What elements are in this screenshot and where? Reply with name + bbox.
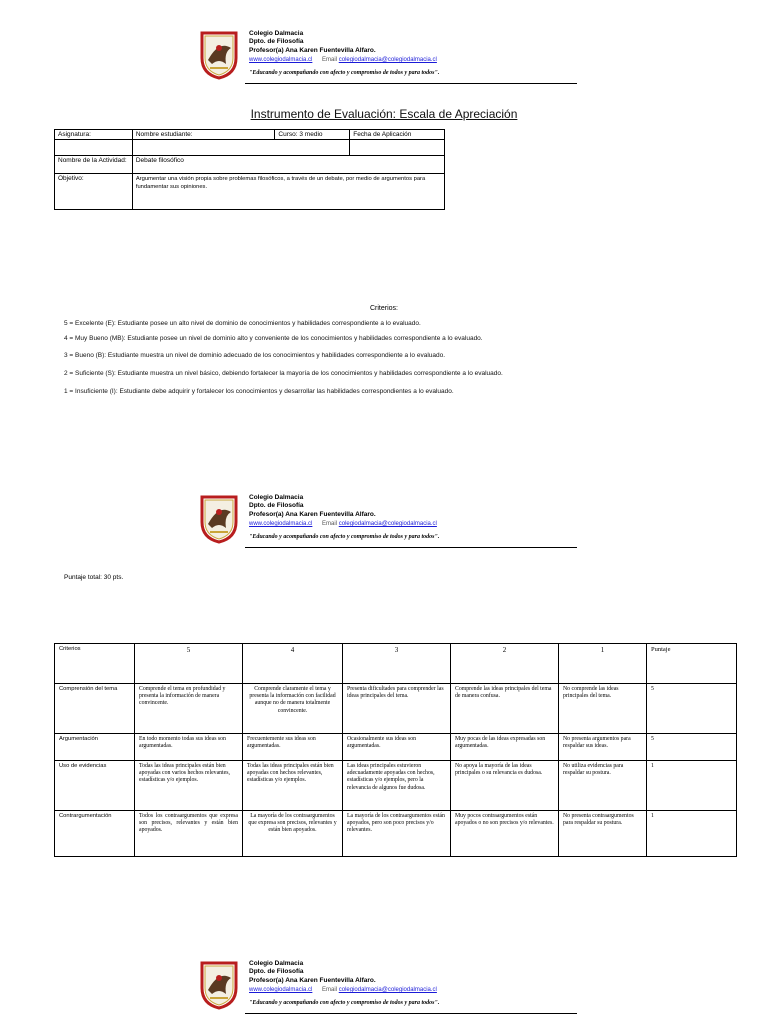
table-row (55, 811, 737, 857)
criteria-item: 4 = Muy Bueno (MB): Estudiante posee un nivel de dominio alto y conveniente de los conocimientos y habilidades correspondiente a lo evaluado. (64, 335, 483, 342)
nombre-estudiante-label: Nombre estudiante: (132, 130, 275, 140)
table-row (55, 684, 737, 734)
objetivo-value: Argumentar una visión propia sobre problemas filosóficos, a través de un debate, por medio de argumentos para fundamentar sus opiniones. (132, 174, 444, 210)
rubric-puntaje: 1 (647, 761, 737, 811)
actividad-value: Debate filosófico (132, 156, 444, 174)
school-motto: "Educando y acompañando con afecto y compromiso de todos y para todos". (249, 1000, 440, 1006)
website-link[interactable]: www.colegiodalmacia.cl (249, 57, 313, 63)
rubric-cell: La mayoría de los contraargumentos que expresa son precisos, relevantes y están bien apoyados. (243, 811, 343, 857)
teacher: Profesor(a) Ana Karen Fuentevilla Alfaro. (249, 510, 376, 518)
rubric-criterio: Contrargumentación (55, 811, 135, 857)
header-divider (245, 1013, 577, 1014)
actividad-label: Nombre de la Actividad: (55, 156, 133, 174)
rubric-cell: Comprende claramente el tema y presenta la información con facilidad aunque no de manera totalmente convincente. (243, 684, 343, 734)
rubric-header-criterios: Criterios (55, 644, 135, 684)
asignatura-label: Asignatura: (55, 130, 133, 140)
school-name: Colegio Dalmacia (249, 494, 304, 501)
header-divider (245, 83, 577, 84)
table-row (55, 734, 737, 761)
page-title: Instrumento de Evaluación: Escala de Apreciación (250, 107, 518, 121)
nombre-estudiante-field[interactable] (132, 140, 349, 156)
website-link[interactable]: www.colegiodalmacia.cl (249, 987, 313, 993)
department: Dpto. de Filosofía (249, 968, 304, 976)
rubric-cell: Todos los contraargumentos que expresa son precisos, relevantes y están bien apoyados. (135, 811, 243, 857)
rubric-header-puntaje: Puntaje (647, 644, 737, 684)
rubric-cell: No utiliza evidencias para respaldar su postura. (559, 761, 647, 811)
rubric-cell: Todas las ideas principales están bien apoyadas con hechos relevantes, estadísticas y/o ejemplos. (243, 761, 343, 811)
school-motto: "Educando y acompañando con afecto y compromiso de todos y para todos". (249, 70, 440, 76)
rubric-cell: Muy pocas de las ideas expresadas son argumentadas. (451, 734, 559, 761)
school-crest-icon (198, 960, 240, 1010)
school-header (198, 494, 578, 558)
criteria-item: 1 = Insuficiente (I): Estudiante debe adquirir y fortalecer los conocimientos y desarrollar las habilidades correspondientes a lo evaluado. (64, 388, 454, 395)
teacher: Profesor(a) Ana Karen Fuentevilla Alfaro. (249, 46, 376, 54)
rubric-cell: Comprende las ideas principales del tema de manera confusa. (451, 684, 559, 734)
rubric-cell: Las ideas principales estuvieron adecuadamente apoyadas con hechos, estadísticas y/o ejemplos, pero la relevancia de algunos fue dudosa. (343, 761, 451, 811)
rubric-criterio: Comprensión del tema (55, 684, 135, 734)
school-name: Colegio Dalmacia (249, 960, 304, 967)
rubric-header-3: 3 (343, 644, 451, 684)
rubric-cell: Frecuentemente sus ideas son argumentadas. (243, 734, 343, 761)
department: Dpto. de Filosofía (249, 38, 304, 46)
school-header (198, 960, 578, 1024)
school-header (198, 30, 578, 94)
email-label: Email (322, 57, 338, 63)
website-link[interactable]: www.colegiodalmacia.cl (249, 521, 313, 527)
header-divider (245, 547, 577, 548)
rubric-puntaje: 5 (647, 684, 737, 734)
rubric-cell: No apoya la mayoría de las ideas principales o su relevancia es dudosa. (451, 761, 559, 811)
rubric-cell: Ocasionalmente sus ideas son argumentadas. (343, 734, 451, 761)
email-link[interactable]: colegiodalmacia@colegiodalmacia.cl (338, 521, 437, 527)
criteria-item: 2 = Suficiente (S): Estudiante muestra un nivel básico, debiendo fortalecer la mayoría de los conocimientos y habilidades correspondiente a lo evaluado. (64, 370, 503, 377)
rubric-table (54, 643, 737, 857)
rubric-header-5: 5 (135, 644, 243, 684)
puntaje-total: Puntaje total: 30 pts. (64, 574, 124, 581)
rubric-puntaje: 1 (647, 811, 737, 857)
email-label: Email (322, 987, 338, 993)
school-crest-icon (198, 30, 240, 80)
criteria-item: 3 = Bueno (B): Estudiante muestra un nivel de dominio adecuado de los conocimientos y habilidades correspondiente a lo evaluado. (64, 352, 446, 359)
criteria-item: 5 = Excelente (E): Estudiante posee un alto nivel de dominio de conocimientos y habilidades correspondiente a lo evaluado. (64, 320, 421, 327)
email-link[interactable]: colegiodalmacia@colegiodalmacia.cl (338, 57, 437, 63)
rubric-cell: La mayoría de los contraargumentos están apoyados, pero son poco precisos y/o relevantes. (343, 811, 451, 857)
objetivo-label: Objetivo: (55, 174, 133, 210)
rubric-header-1: 1 (559, 644, 647, 684)
rubric-cell: Muy pocos contraargumentos están apoyados o no son precisos y/o relevantes. (451, 811, 559, 857)
criteria-title: Criterios: (369, 305, 398, 312)
school-crest-icon (198, 494, 240, 544)
rubric-puntaje: 5 (647, 734, 737, 761)
department: Dpto. de Filosofía (249, 502, 304, 510)
asignatura-field[interactable] (55, 140, 133, 156)
rubric-cell: No presenta contraargumentos para respaldar su postura. (559, 811, 647, 857)
fecha-aplicacion-label: Fecha de Aplicación (350, 130, 445, 140)
rubric-criterio: Uso de evidencias (55, 761, 135, 811)
school-motto: "Educando y acompañando con afecto y compromiso de todos y para todos". (249, 534, 440, 540)
school-name: Colegio Dalmacia (249, 30, 304, 37)
rubric-cell: Comprende el tema en profundidad y presenta la información de manera convincente. (135, 684, 243, 734)
table-row (55, 761, 737, 811)
fecha-aplicacion-field[interactable] (350, 140, 445, 156)
rubric-cell: No comprende las ideas principales del tema. (559, 684, 647, 734)
teacher: Profesor(a) Ana Karen Fuentevilla Alfaro. (249, 976, 376, 984)
rubric-cell: No presenta argumentos para respaldar sus ideas. (559, 734, 647, 761)
rubric-cell: Presenta dificultades para comprender las ideas principales del tema. (343, 684, 451, 734)
email-link[interactable]: colegiodalmacia@colegiodalmacia.cl (338, 987, 437, 993)
rubric-cell: En todo momento todas sus ideas son argumentadas. (135, 734, 243, 761)
email-label: Email (322, 521, 338, 527)
rubric-criterio: Argumentación (55, 734, 135, 761)
rubric-cell: Todas las ideas principales están bien apoyadas con varios hechos relevantes, estadísticas y/o ejemplos. (135, 761, 243, 811)
rubric-header-2: 2 (451, 644, 559, 684)
curso-label: Curso: 3 medio (275, 130, 350, 140)
evaluation-info-table (54, 129, 445, 210)
rubric-header-4: 4 (243, 644, 343, 684)
